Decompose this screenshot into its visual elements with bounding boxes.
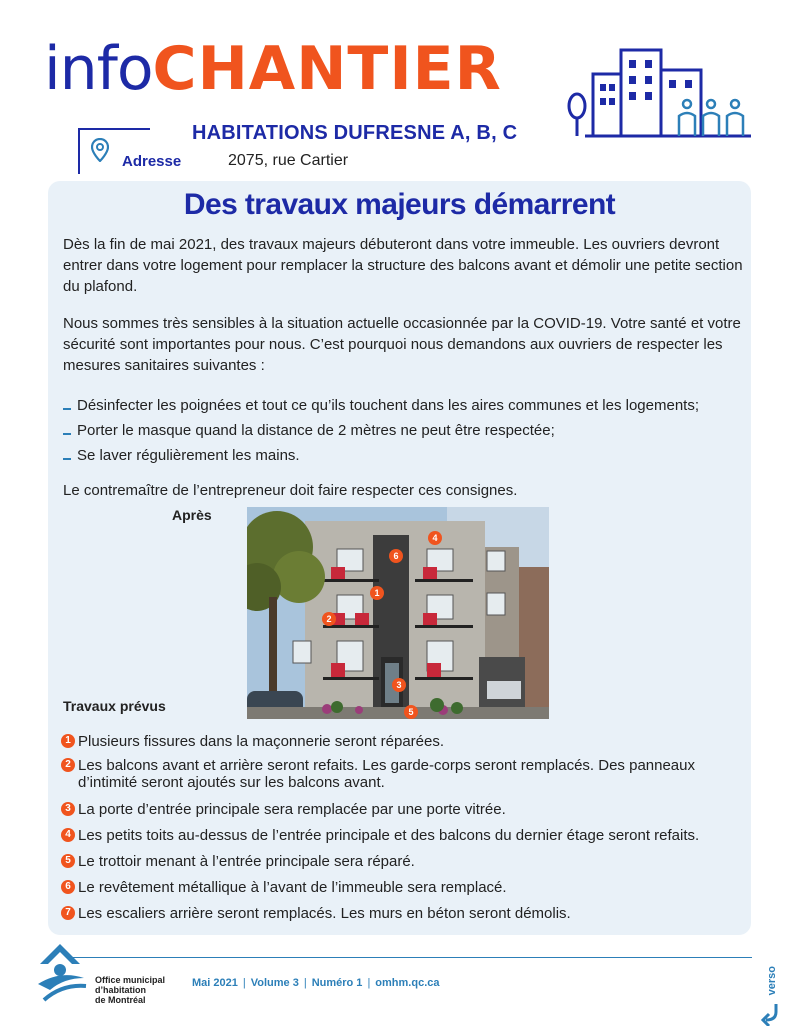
work-item (61, 905, 741, 922)
building-photo (247, 507, 549, 719)
work-item (61, 853, 741, 870)
number-badge: 2 (61, 758, 75, 772)
footer-divider (70, 957, 752, 958)
bullet-text: Se laver régulièrement les mains. (77, 447, 300, 464)
work-text: Plusieurs fissures dans la maçonnerie seront réparées. (78, 733, 445, 750)
bullet-dash-icon (63, 458, 71, 460)
issue-volume: Volume 3 (250, 977, 299, 989)
bullet-dash-icon (63, 433, 71, 435)
photo-marker-5 (404, 705, 418, 719)
svg-text:2: 2 (326, 614, 332, 624)
photo-marker-1 (370, 586, 384, 600)
svg-text:3: 3 (396, 680, 402, 690)
work-item (61, 827, 741, 844)
svg-text:4: 4 (432, 533, 438, 543)
svg-text:6: 6 (393, 551, 399, 561)
photo-marker-4 (428, 531, 442, 545)
bullet-dash-icon (63, 408, 71, 410)
foreman-paragraph: Le contremaître de l’entrepreneur doit faire respecter ces consignes. (63, 482, 518, 499)
issue-number: Numéro 1 (311, 977, 363, 989)
number-badge: 5 (61, 854, 75, 868)
org-line-2: d’habitation (95, 985, 146, 995)
covid-paragraph: Nous sommes très sensibles à la situation actuelle occasionnée par la COVID-19. Votre santé et votre sécurité sont importantes pour nous. C’est pourquoi nous demandons aux ouvriers de respecter les mesures sanitaires suivantes : (63, 315, 741, 374)
buildings-illustration-icon (565, 44, 755, 140)
brand-info-text: info (44, 34, 153, 104)
brand-chantier-text: CHANTIER (152, 34, 502, 104)
website-link[interactable]: omhm.qc.ca (375, 977, 440, 989)
photo-marker-6 (389, 549, 403, 563)
work-item (61, 801, 741, 818)
intro-paragraph: Dès la fin de mai 2021, des travaux majeurs débuteront dans votre immeuble. Les ouvriers devront entrer dans votre logement pour remplacer la structure des balcons avant et démolir une petite section du plafond. (63, 236, 743, 295)
separator: | (242, 977, 246, 989)
work-item (61, 879, 741, 896)
verso-label: verso (766, 966, 778, 996)
list-item (63, 397, 699, 414)
photo-caption: Après (172, 507, 212, 523)
infochantier-logo (44, 34, 502, 114)
work-item (61, 757, 741, 791)
headline: Des travaux majeurs démarrent (183, 188, 616, 221)
turn-page-arrow-icon (760, 1002, 782, 1026)
separator: | (303, 977, 307, 989)
project-name: HABITATIONS DUFRESNE A, B, C (192, 122, 518, 144)
number-badge: 3 (61, 802, 75, 816)
work-text: Les balcons avant et arrière seront refaits. Les garde-corps seront remplacés. Des panneaux d’intimité seront ajoutés sur les balcons avant. (78, 757, 695, 791)
number-badge: 4 (61, 828, 75, 842)
omhm-logo-icon (34, 940, 94, 1004)
work-text: La porte d’entrée principale sera remplacée par une porte vitrée. (78, 801, 506, 818)
address-label: Adresse (122, 153, 182, 170)
works-title: Travaux prévus (63, 698, 166, 714)
work-item (61, 733, 741, 750)
work-text: Les escaliers arrière seront remplacés. Les murs en béton seront démolis. (78, 905, 571, 922)
list-item (63, 447, 300, 464)
org-name (95, 975, 165, 1005)
photo-marker-3 (392, 678, 406, 692)
verso-link[interactable] (760, 966, 784, 1026)
number-badge: 6 (61, 880, 75, 894)
org-line-3: de Montréal (95, 995, 146, 1005)
list-item (63, 422, 555, 439)
number-badge: 7 (61, 906, 75, 920)
org-line-1: Office municipal (95, 975, 166, 985)
separator: | (367, 977, 371, 989)
issue-meta (192, 977, 439, 989)
location-pin-icon (91, 138, 109, 162)
number-badge: 1 (61, 734, 75, 748)
bullet-text: Porter le masque quand la distance de 2 mètres ne peut être respectée; (77, 422, 555, 439)
bullet-text: Désinfecter les poignées et tout ce qu’ils touchent dans les aires communes et les logements; (77, 397, 700, 414)
work-text: Le revêtement métallique à l’avant de l’immeuble sera remplacé. (78, 879, 507, 896)
issue-date: Mai 2021 (192, 977, 238, 989)
svg-text:5: 5 (408, 707, 414, 717)
address-value: 2075, rue Cartier (228, 152, 349, 169)
photo-marker-2 (322, 612, 336, 626)
svg-text:1: 1 (374, 588, 380, 598)
work-text: Les petits toits au-dessus de l’entrée principale et des balcons du dernier étage seront refaits. (78, 827, 700, 844)
work-text: Le trottoir menant à l’entrée principale sera réparé. (78, 853, 415, 870)
